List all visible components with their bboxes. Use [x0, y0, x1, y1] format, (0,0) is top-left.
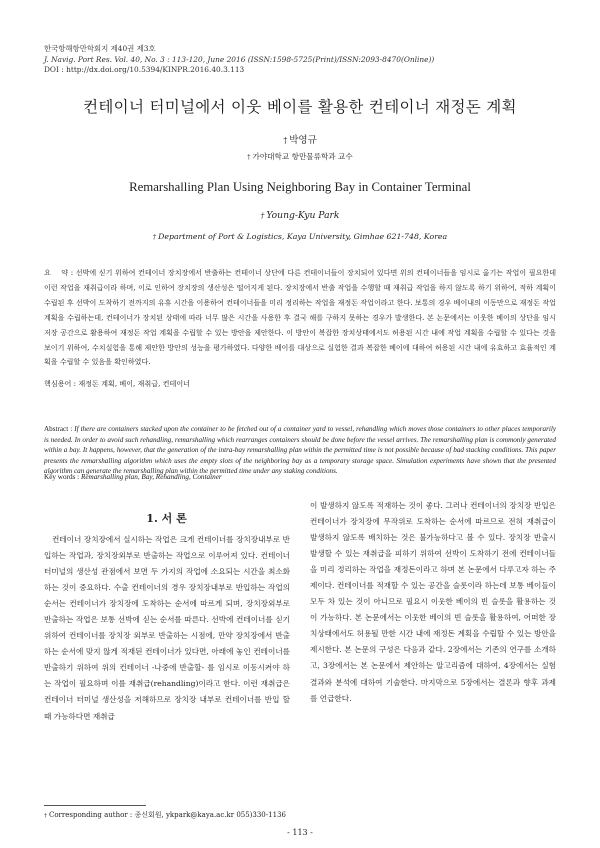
keywords-english-label: Key words : — [44, 473, 81, 481]
dagger-mark: † — [152, 233, 157, 241]
keywords-korean — [44, 379, 190, 389]
abstract-english-label: Abstract : — [44, 425, 75, 433]
dagger-mark: † — [260, 211, 265, 220]
dagger-mark: † — [44, 812, 47, 819]
keywords-english-text: Remarshalling plan, Bay, Rehandling, Container — [80, 473, 222, 481]
footnote-text: Corresponding author : 종신회원, ykpark@kaya.ac.kr 055)330-1136 — [48, 811, 286, 819]
affiliation-korean-text: 가야대학교 항만물류학과 교수 — [252, 152, 353, 161]
abstract-korean — [44, 266, 556, 370]
affiliation-english-text: Department of Port & Logistics, Kaya University, Gimhae 621-748, Korea — [158, 232, 448, 241]
body-column-left: 컨테이너 장치장에서 실시하는 작업은 크게 컨테이너를 장치장내부로 반입하는 작업과, 장치장외부로 반출하는 작업으로 이루어져 있다. 컨테이너 터미널의 생산성 관점에서 보면 두 가지의 작업에 소요되는 시간을 최소화 하는 것이 중요하다. 수출 컨테이너의 경우 장치장내부로 반입하는 작업의 순서는 컨테이너가 장치장에 도착하는 순서에 따르게 되며, 장치장외부로 반출하는 작업은 보통 선박에 싣는 순서를 따른다. 선박에 컨테이너를 싣기 위하여 컨테이너를 장치장 외부로 반출하는 시점에, 만약 장치장에서 반출하는 순서에 맞지 않게 적재된 컨테이너가 있다면, 아래에 놓인 컨테이너를 반출하기 위하여 위의 컨테이너 -나중에 반출할- 를 임시로 이동시켜야 하는 작업이 필요하며 이를 재취급(rehandling)이라고 한다. 이런 재취급은 컨테이너 터미널 생산성을 저해하므로 장치장 내부로 컨테이너를 반입 할 때 가능하다면 재취급 — [44, 535, 290, 721]
abstract-korean-label: 요 약 : — [44, 268, 76, 277]
title-korean: 컨테이너 터미널에서 이웃 베이를 활용한 컨테이너 재정돈 계획 — [83, 98, 517, 116]
dagger-mark: † — [283, 136, 288, 145]
footnote-divider — [44, 805, 146, 806]
section-heading-introduction: 1. 서 론 — [146, 512, 187, 525]
affiliation-english — [0, 232, 600, 241]
author-korean — [0, 132, 600, 146]
author-english-name: Young-Kyu Park — [266, 210, 340, 221]
page-number: - 113 - — [287, 828, 313, 837]
keywords-english — [44, 473, 222, 481]
body-column-right: 이 발생하지 않도록 적재하는 것이 좋다. 그러나 컨테이너의 장치장 반입은 컨테이너가 장치장에 무작위로 도착하는 순서에 따르므로 전혀 재취급이 발생하지 않도록 배치하는 것은 불가능하다고 볼 수 있다. 장치장 반출시 발생할 수 있는 재취급을 피하기 위하여 선박이 도착하기 전에 컨테이너들을 미리 정리하는 작업을 재정돈이라고 하며 본 논문에서 다루고자 하는 주제이다. 컨테이너를 적재할 수 있는 공간을 슬롯이라 하는데 보통 베이들이 모두 차 있는 것이 아니므로 필요시 이웃한 베이의 빈 슬롯을 활용하는 것이 가능하다. 본 논문에서는 이웃한 베이의 빈 슬롯을 활용하여, 어떠한 장치상태에서도 허용될 만한 시간 내에 재정돈 계획을 수립할 수 있는 방안을 제시한다. 본 논문의 구성은 다음과 같다. 2장에서는 기존의 연구를 소개하고, 3장에서는 본 논문에서 제안하는 알고리즘에 대하여, 4장에서는 실험결과와 분석에 대하여 기술한다. 마지막으로 5장에서는 결론과 향후 과제를 언급한다. — [310, 501, 556, 703]
journal-citation: J. Navig. Port Res. Vol. 40, No. 3 : 113-120, June 2016 (ISSN:1598-5725(Print)/ISSN:2093-8470(Online)) — [44, 54, 435, 64]
abstract-english-text: If there are containers stacked upon the container to be fetched out of a container yard to vessel, rehandling which moves those containers to other places temporarily is needed. In order to avoid such rehandling, remarshalling which rearranges containers should be done before the vessel arrives. The remarshalling plan is commonly generated within a bay. It happens, however, that the generation of the intra-bay remarshalling plan within the permitted time is not possible because of bad stacking conditions. This paper presents the remarshalling algorithm which uses the empty slots of the neighboring bay as a temporary storage space. Simulation experiments have shown that the presented algorithm can generate the remarshalling plan within the permitted time under any staking conditions. — [44, 425, 556, 476]
journal-header — [44, 44, 434, 76]
author-english — [0, 210, 600, 221]
footnote — [44, 810, 286, 820]
affiliation-korean — [0, 151, 600, 162]
abstract-english — [44, 424, 556, 477]
abstract-korean-text: 선박에 싣기 위하여 컨테이너 장치장에서 반출하는 컨테이너 상단에 다른 컨테이너들이 장치되어 있다면 위의 컨테이너들을 임시로 옮기는 작업이 필요한데 이런 작업을 재취급이라 하며, 이로 인하여 장치장의 생산성은 떨어지게 된다. 장치장에서 반출 작업을 수행할 때 재취급 작업을 하지 않도록 하기 위하여, 적하 계획이 수립된 후 선박이 도착하기 전까지의 유휴 시간을 이용하여 컨테이너들을 미리 정리하는 작업을 재정돈 작업이라고 한다. 보통의 경우 베이내의 이동만으로 재정돈 작업 계획을 수립하는데, 컨테이너가 장치된 상태에 따라 너무 많은 시간을 사용한 후 결국 해를 구하지 못하는 경우가 발생한다. 본 논문에서는 이웃한 베이의 상단을 임시 저장 공간으로 활용하여 재정돈 작업 계획을 수립할 수 있는 방안을 제안한다. 이 방안이 복잡한 장치상태에서도 허용된 시간 내에 작업 계획을 수립할 수 있다는 것을 보이기 위하여, 수치실험을 통해 제안한 방안의 성능을 평가하였다. 다양한 베이를 대상으로 실험한 결과 복잡한 베이에 대하여 허용된 시간 내에 유효하고 효율적인 계획을 수립할 수 있음을 확인하였다. — [44, 268, 556, 367]
keywords-korean-text: 재정돈 계획, 베이, 재취급, 컨테이너 — [78, 379, 191, 388]
doi-line: DOI : http://dx.doi.org/10.5394/KINPR.2016.40.3.113 — [44, 65, 245, 75]
dagger-mark: † — [247, 153, 251, 161]
author-korean-name: 박영규 — [289, 135, 317, 146]
keywords-korean-label: 핵심용어 : — [44, 379, 79, 388]
title-english: Remarshalling Plan Using Neighboring Bay in Container Terminal — [129, 180, 471, 194]
journal-name-ko: 한국항해항만학회지 제40권 제3호 — [44, 44, 156, 53]
